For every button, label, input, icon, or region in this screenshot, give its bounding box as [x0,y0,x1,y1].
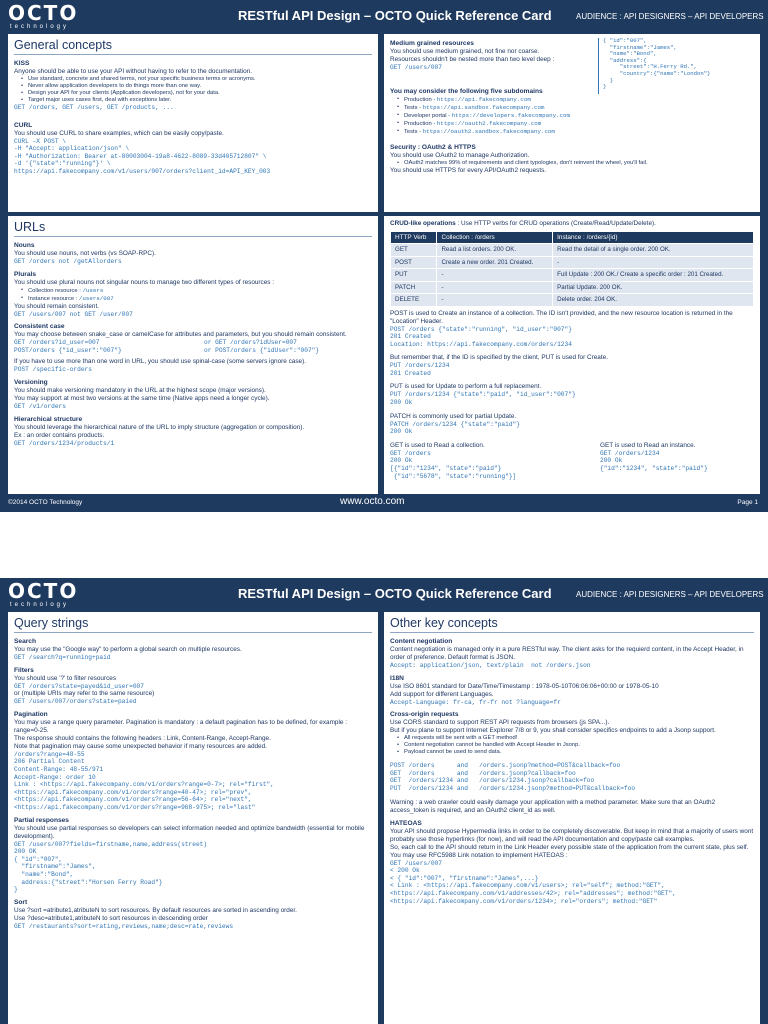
table-row: DELETE - Delete order. 204 OK. [391,294,754,307]
warning-text: Warning : a web crawler could easily damage your application with a method parameter. Make sure that an OAuth2 access_token is required, and an OAuth2 client_id as well. [390,798,716,814]
list-item: • All requests will be sent with a GET method! [390,735,754,742]
page-title: RESTful API Design – OCTO Quick Reference Card [238,586,552,601]
audience-label: AUDIENCE : API DESIGNERS – API DEVELOPERS [576,590,764,599]
nouns-text: You should use nouns, not verbs (vs SOAP-RPC). [14,250,156,257]
audience-label: AUDIENCE : API DESIGNERS – API DEVELOPERS [576,12,764,21]
code-sample: GET /search?q=running+paid [14,654,111,661]
crud-intro: CRUD-like operations : Use HTTP verbs for CRUD operations (Create/Read/Update/Delete). [390,220,656,227]
i18n-heading: I18N [390,674,404,682]
content-negotiation-text: Content negotiation is managed only in a pure RESTful way. The client asks for the requierd content, in the Accept Header, in order of preference. Default format is JSON. [390,646,744,661]
partial-text: You should use partial responses so developers can select information needed and optimize bandwidth (essential for mobile development). [14,824,365,840]
hierarchy-text: You should leverage the hierarchical nature of the URL to imply structure (aggregation or composition). Ex : an order contains products. [14,423,305,439]
table-row: PATCH - Partial Update. 200 OK. [391,281,754,294]
post-text: POST is used to Create an instance of a collection. The ID isn't provided, and the new resource location is returned in the "Location" Header. [390,309,733,325]
filters-text: You should use '?' to filter resources [14,674,117,682]
search-text: You may use the "Google way" to perform a global search on multiple resources. [14,646,242,653]
cors-text: Use CORS standard to support REST API requests from browsers (js SPA...). But if you plane to support Internet Explorer 7/8 or 9, you shall consider specifics endpoints to add a Jsonp support. [390,719,716,735]
code-sample: Accept-Language: fr-ca, fr-fr not ?language=fr [390,698,561,706]
security-text: You should use OAuth2 to manage Authorization. [390,151,530,159]
case-heading: Consistent case [14,323,65,331]
code-sample: GET /v1/orders [14,402,66,410]
crud-table: HTTP Verb Collection : /orders Instance : /orders/{id} GET Read a list orders. 200 OK. Read the detail of a single order. 200 OK. POST Create a new order. 201 Created. - PUT - Full Update : 200 OK./ Create a specific order : 201 Created. PATCH - Partial Update. 200 OK. DELETE - Delete order. 204 OK. [390,231,754,307]
pagination-text: You may use a range query parameter. Pagination is mandatory : a default pagination has to be defined, for example : range=0-25. The response should contains the following headers : Link, Content-Range, Accept-Range. Note that pagination may cause some unexpected behavior if many resources are added. [14,718,347,750]
other-concepts-section [384,612,760,1024]
list-item: • Use standard, concrete and shared terms, not your specific business terms or acronyms. [14,76,372,83]
page-title: RESTful API Design – OCTO Quick Reference Card [238,8,552,23]
code-sample: /orders?range=48-55 206 Partial Content Content-Range: 48-55/971 Accept-Range: order 10 Link : <https://api.fakecompany.com/v1/orders?range=0-7>; rel="first", <https://api.fakecompany.com/v1/orders?range=40-47>; rel="prev", <https://api.fakecompany.com/v1/orders?range=56-64>; rel="next", <https://api.fakecompany.com/v1/orders?range=968-975>; rel="last" [14,750,274,811]
table-row: POST Create a new order. 201 Created. - [391,256,754,269]
code-sample: PUT /orders/1234 {"state":"paid", "id_user":"007"} 200 Ok [390,391,576,407]
page-2 [0,578,768,1024]
code-sample: GET /orders/1234 200 Ok {"id":"1234", "state":"paid"} [600,449,708,473]
curl-text: You should use CURL to share examples, which can be easily copy/paste. [14,129,224,137]
code-sample: CURL –X POST \ -H "Accept: application/json" \ -H "Authorization: Bearer at-80003004-19a8-4622-8089-33d405712807" \ -d '{"state":"running"}' \ https://api.fakecompany.com/v1/users/007/orders?client_id=API_KEY_003 [14,137,271,175]
code-sample: GET /users/007?fields=firstname,name,address(street) 200 OK { "id":"007", "firstname":"James", "name":"Bond", address:{"street":"Horsen Ferry Road"} } [14,840,208,894]
general-concepts-section [8,34,378,212]
subdomains-heading: You may consider the following five subdomains [390,87,543,95]
code-sample: PATCH /orders/1234 {"state":"paid"} 200 Ok [390,420,520,436]
content-negotiation-heading: Content negotiation [390,638,453,645]
security-text: You should use HTTPS for every API/OAuth2 requests. [390,166,547,174]
list-item: • Instance resource : /users/007 [14,295,372,303]
octo-logo: OCTO technology [8,579,79,608]
security-heading: Security : OAuth2 & HTTPS [390,143,476,151]
page-header [0,0,768,34]
list-item: • Collection resource : /users [14,287,372,295]
code-sample: GET /users/007 < 200 Ok < { "id":"007", "firstname":"James",...} < Link : <https://api.fakecompany.com/v1/users>; rel="self"; method:"GET", <https://api.fakecompany.com/v1/addresses/42>; rel="addresses"; method:"GET", <https://api.fakecompany.com/v1/orders/1234>; rel="orders"; method:"GET" [390,859,676,905]
crud-section [384,216,760,494]
table-row: GET Read a list orders. 200 OK. Read the detail of a single order. 200 OK. [391,244,754,257]
medium-grained-heading: Medium grained resources [390,40,474,47]
list-item: • Target major uses cases first, deal with exceptions later. [14,97,372,104]
versioning-text: You should make versioning mandatory in the URL at the highest scope (major versions). You may support at most two versions at the same time (Native apps need a longer cycle). [14,386,270,402]
code-sample: GET /orders, GET /users, GET /products, ... [14,104,174,111]
partial-heading: Partial responses [14,816,69,824]
code-sample: or GET /orders?idUser=007 or POST/orders {"idUser":"007"} [204,339,320,354]
code-sample: GET /users/007/orders?state=paied [14,698,137,706]
code-sample: GET /restaurants?sort=rating,reviews,name;desc=rate,reviews [14,922,234,930]
table-row: PUT - Full Update : 200 OK./ Create a specific order : 201 Created. [391,269,754,282]
hierarchy-heading: Hierarchical structure [14,415,83,423]
list-item: • OAuth2 matches 99% of requirements and client typologies, don't reinvent the wheel, you'll fail. [390,160,754,167]
nouns-heading: Nouns [14,242,35,249]
case-text: You may choose between snake_case or camelCase for attributes and parameters, but you should remain consistent. [14,331,347,339]
code-sample: GET /orders/1234/products/1 [14,439,115,447]
section-title: Other key concepts [390,616,754,633]
sort-heading: Sort [14,898,28,906]
code-sample: GET /orders?id_user=007 POST/orders {"id_user":"007"} [14,339,122,354]
list-item: • Design your API for your clients (Application developers), not for your data. [14,90,372,97]
section-title: URLs [14,220,372,237]
page-header [0,578,768,612]
search-heading: Search [14,638,36,645]
hateoas-heading: HATEOAS [390,819,422,827]
patch-text: PATCH is commonly used for partial Update. [390,412,517,420]
filters-text: or (multiple URIs may refer to the same resource) [14,690,155,698]
versioning-heading: Versioning [14,378,48,386]
get-instance-text: GET is used to Read an instance. [600,441,696,449]
list-item: • Never allow application developers to do things more than one way. [14,83,372,90]
plurals-heading: Plurals [14,270,36,278]
code-sample: GET /users/007 [390,64,442,71]
plurals-text: You should use plural nouns not singular nouns to manage two different types of resources : [14,278,275,286]
list-item: • Tests - https://api.sandbox.fakecompany.com [390,104,754,112]
code-sample: Accept: application/json, text/plain not /orders.json [390,662,591,669]
pagination-heading: Pagination [14,710,48,718]
list-item: • Developer portal - https://developers.fakecompany.com [390,112,754,120]
sort-text: Use ?sort =atribute1,atributeN to sort resources. By default resources are sorted in ascending order. Use ?desc=atribute1,atributeN to sort resources in descending order [14,906,297,922]
update-text: PUT is used for Update to perform a full replacement. [390,383,542,391]
code-sample: { "id":"007", "firstname":"James", "name":"Bond", "address":{ "street":"H.Ferry Rd.", "country":{"name":"London"} } } [603,37,711,91]
hateoas-text: Your API should propose Hypermedia links in order to be completely discoverable. But keep in mind that a majority of users wont probably use those hyperlinks (for now), and will read the API documentation and copy/paste call examples. So, each call to the API should return in the Link Header every possible state of the application from the current state, plus self. You may use RFC5988 Link notation to implement HATEOAS : [390,827,754,859]
mg-text: You should use medium grained, not fine nor coarse. [390,48,540,55]
get-examples [390,442,754,480]
json-example [598,38,748,94]
resources-section [384,34,760,212]
website-link[interactable]: www.octo.com [340,496,405,507]
case-examples [14,339,372,354]
code-sample: POST /specific-orders [14,366,92,374]
section-title: Query strings [14,616,372,633]
code-sample: GET /orders?state=payed&id_user=007 [14,682,144,690]
plurals-text: You should remain consistent. [14,302,100,310]
code-sample: POST /orders {"state":"running", "id_user":"007"} 201 Created Location: https://api.fakecompany.com/orders/1234 [390,325,572,348]
kiss-heading: KISS [14,60,30,67]
filters-heading: Filters [14,666,34,674]
put-text: But remember that, if the ID is specified by the client, PUT is used for Create. [390,354,608,362]
spinal-text: If you have to use more than one word in URL, you should use spinal-case (some servers ignore case). [14,358,306,366]
code-sample: GET /users/007 not GET /user/007 [14,310,133,318]
code-sample: PUT /orders/1234 201 Created [390,362,450,377]
list-item: • Content negotiation cannot be handled with Accept Header in Jsonp. [390,742,754,749]
octo-logo: OCTO technology [8,1,79,30]
kiss-text: Anyone should be able to use your API without having to refer to the documentation. [14,68,253,75]
query-strings-section [8,612,378,1024]
page-footer: ©2014 OCTO Technology www.octo.com Page 1 [0,494,768,512]
urls-section [8,216,378,494]
curl-heading: CURL [14,121,33,129]
section-title: General concepts [14,38,372,55]
mg-text: Resources shouldn't be nested more than two level deep : [390,56,555,63]
i18n-text: Use ISO 8601 standard for Date/Time/Timestamp : 1978-05-10T06:06:06+00:00 or 1978-05-10 Add support for different Languages. [390,682,659,698]
list-item: • Production - https://api.fakecompany.com [390,96,754,104]
code-sample: GET /orders not /getAllorders [14,258,122,265]
code-sample: GET /orders 200 Ok [{"id":"1234", "state":"paid"} {"id":"5678", "state":"running"}] [390,449,517,480]
get-collection-text: GET is used to Read a collection. [390,441,485,449]
list-item: • Tests - https://oauth2.sandbox.fakecompany.com [390,128,754,136]
cors-heading: Cross-origin requests [390,711,459,719]
list-item: • Payload cannot be used to send data. [390,749,754,756]
list-item: • Production - https://oauth2.fakecompany.com [390,120,754,128]
code-sample: POST /orders and /orders.jsonp?method=POST&callback=foo GET /orders and /orders.jsonp?callback=foo GET /orders/1234 and /orders/1234.jsonp?callback=foo PUT /orders/1234 and /orders/1234.jsonp?method=PUT&callback=foo [390,762,636,792]
